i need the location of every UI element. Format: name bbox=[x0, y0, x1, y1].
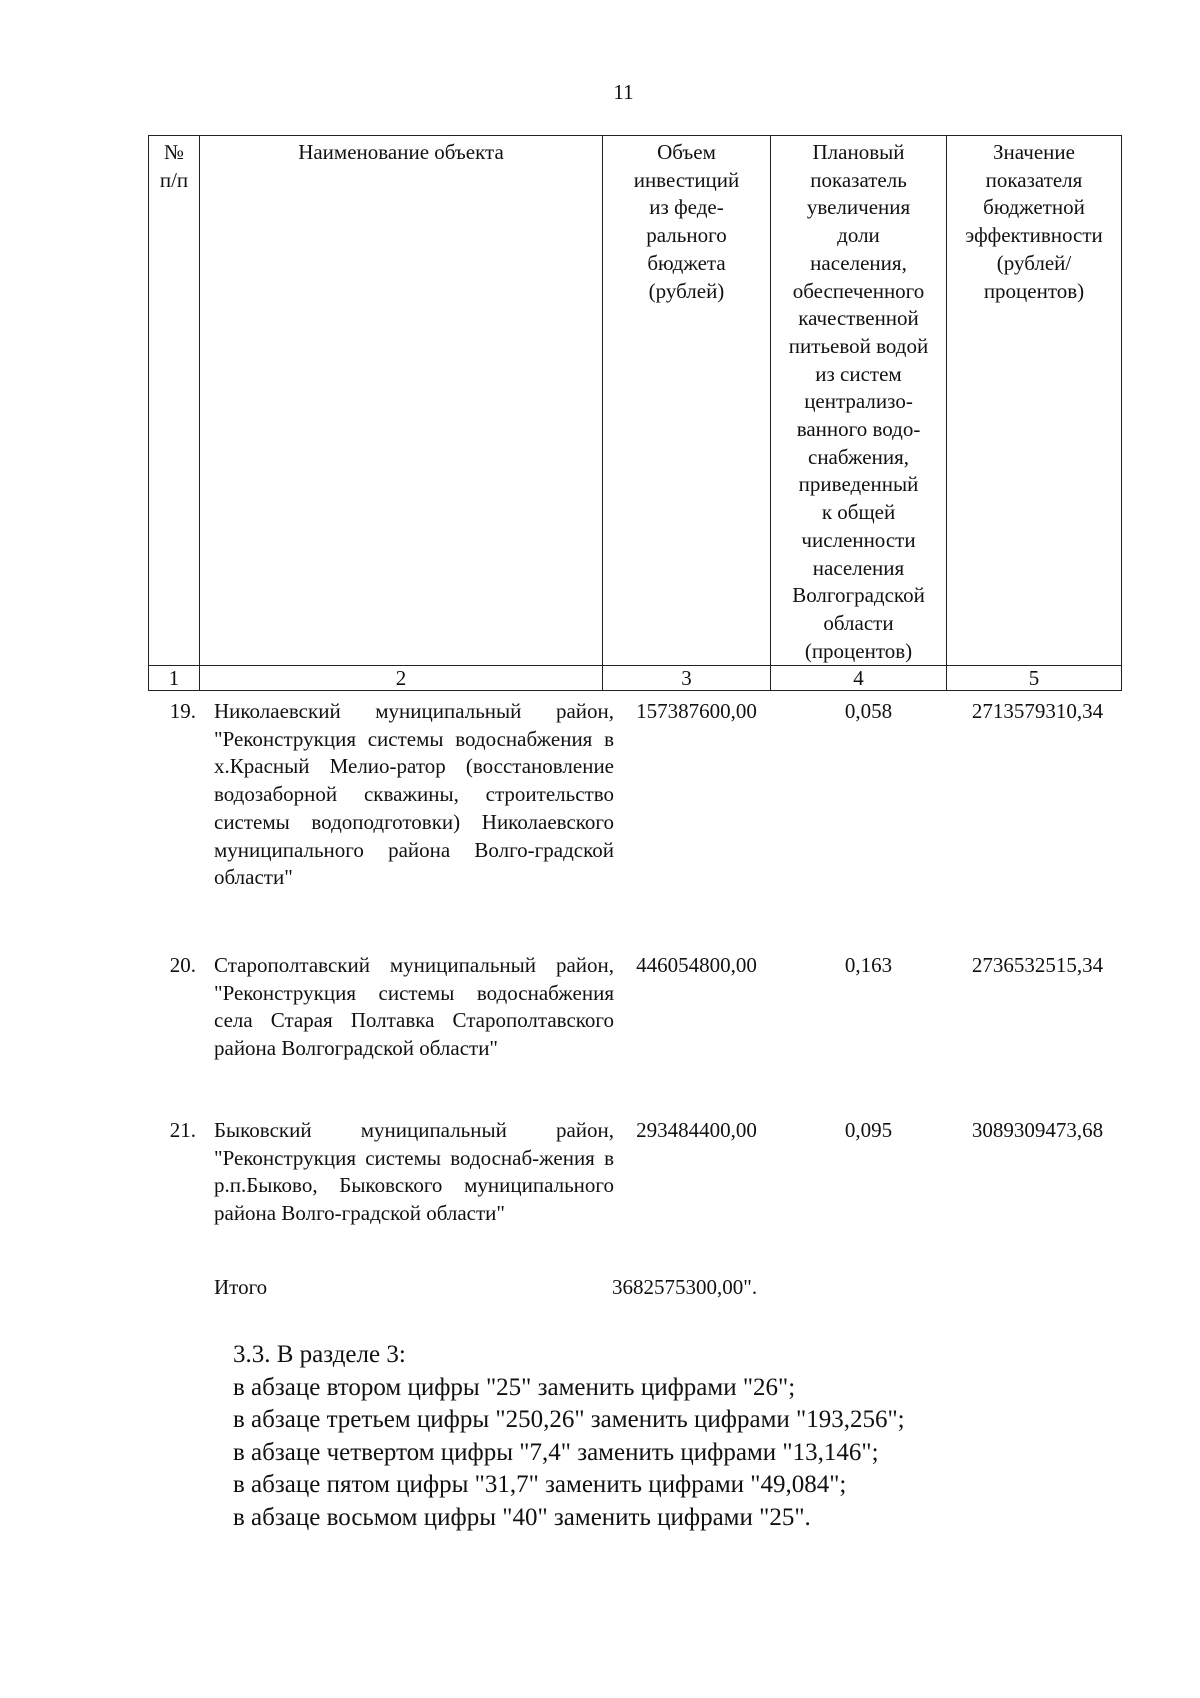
column-number: 5 bbox=[947, 666, 1122, 691]
header-line: бюджета bbox=[647, 250, 726, 275]
indicator-value: 0,095 bbox=[844, 1118, 893, 1142]
header-line: обеспеченного bbox=[792, 278, 925, 303]
row-number: 20. bbox=[169, 953, 196, 977]
header-cell-indicator bbox=[771, 136, 947, 666]
column-number: 3 bbox=[603, 666, 771, 691]
indicator-value: 0,058 bbox=[844, 699, 893, 723]
header-line: эффективности bbox=[965, 223, 1103, 248]
table-header bbox=[148, 135, 1122, 691]
total-label: Итого bbox=[214, 1275, 268, 1299]
header-line: показателя bbox=[985, 167, 1083, 192]
header-line: увеличения bbox=[806, 195, 911, 220]
header-line: из феде- bbox=[649, 195, 724, 220]
header-line: к общей bbox=[821, 500, 896, 525]
header-line: № bbox=[163, 140, 185, 164]
investment-value: 157387600,00 bbox=[636, 699, 757, 723]
header-line: (процентов) bbox=[804, 638, 913, 663]
indicator-value: 0,163 bbox=[844, 953, 893, 977]
column-number: 2 bbox=[200, 666, 603, 691]
header-line: питьевой водой bbox=[788, 333, 929, 358]
header-line: численности bbox=[801, 527, 916, 552]
header-line: Плановый bbox=[812, 140, 905, 164]
amendment-line: в абзаце четвертом цифры "7,4" заменить цифрами "13,146"; bbox=[233, 1438, 879, 1466]
amendment-line: в абзаце втором цифры "25" заменить цифрами "26"; bbox=[233, 1373, 796, 1401]
column-number: 4 bbox=[771, 666, 947, 691]
header-line: доли bbox=[837, 223, 880, 248]
header-line: Объем bbox=[657, 140, 716, 164]
header-cell-number bbox=[149, 136, 200, 666]
header-line: ванного водо- bbox=[796, 417, 921, 442]
header-line: централизо- bbox=[804, 389, 913, 414]
row-number: 21. bbox=[169, 1118, 196, 1142]
investment-value: 293484400,00 bbox=[636, 1118, 757, 1142]
header-line: из систем bbox=[815, 361, 902, 386]
header-line: бюджетной bbox=[983, 195, 1085, 220]
header-line: населения bbox=[812, 555, 905, 580]
efficiency-value: 3089309473,68 bbox=[971, 1118, 1104, 1142]
header-line: п/п bbox=[159, 167, 189, 192]
object-name: Николаевский муниципальный район, "Реконструкция системы водоснабжения в х.Красный Мелио-ратор (восстановление водозаборной скважины, строительство системы водоподготовки) Николаевского муниципального района Волго-градской области" bbox=[214, 699, 614, 890]
header-cell-investment bbox=[603, 136, 771, 666]
header-line: области bbox=[823, 610, 894, 635]
column-number: 1 bbox=[149, 666, 200, 691]
header-cell-efficiency bbox=[947, 136, 1122, 666]
header-line: Волгоградской bbox=[792, 583, 925, 608]
header-cell-name bbox=[200, 136, 603, 666]
header-line: рального bbox=[646, 223, 727, 248]
header-line: приведенный bbox=[798, 472, 919, 497]
object-name: Старополтавский муниципальный район, "Реконструкция системы водоснабжения села Старая Полтавка Старополтавского района Волгоградской области" bbox=[214, 953, 614, 1061]
investment-value: 446054800,00 bbox=[636, 953, 757, 977]
header-line: качественной bbox=[798, 306, 919, 331]
page-number: 11 bbox=[613, 80, 634, 104]
header-line: (рублей) bbox=[648, 278, 725, 303]
section-heading: 3.3. В разделе 3: bbox=[233, 1341, 406, 1368]
amendment-line: в абзаце восьмом цифры "40" заменить цифрами "25". bbox=[233, 1503, 811, 1531]
header-line: Наименование объекта bbox=[298, 140, 504, 164]
header-line: показатель bbox=[810, 167, 907, 192]
section-amendments bbox=[233, 1339, 905, 1534]
header-line: процентов) bbox=[983, 278, 1085, 303]
efficiency-value: 2736532515,34 bbox=[971, 953, 1104, 977]
header-line: инвестиций bbox=[633, 167, 740, 192]
header-line: Значение bbox=[993, 140, 1075, 164]
header-line: (рублей/ bbox=[996, 250, 1072, 275]
total-value: 3682575300,00". bbox=[612, 1275, 758, 1299]
amendment-line: в абзаце пятом цифры "31,7" заменить цифрами "49,084"; bbox=[233, 1471, 847, 1498]
header-line: населения, bbox=[810, 250, 907, 275]
amendment-line: в абзаце третьем цифры "250,26" заменить цифрами "193,256"; bbox=[233, 1406, 905, 1433]
object-name: Быковский муниципальный район, "Реконструкция системы водоснаб-жения в р.п.Быково, Быковского муниципального района Волго-градской области" bbox=[214, 1118, 614, 1226]
header-line: снабжения, bbox=[808, 444, 909, 469]
efficiency-value: 2713579310,34 bbox=[971, 699, 1104, 723]
row-number: 19. bbox=[169, 699, 196, 723]
